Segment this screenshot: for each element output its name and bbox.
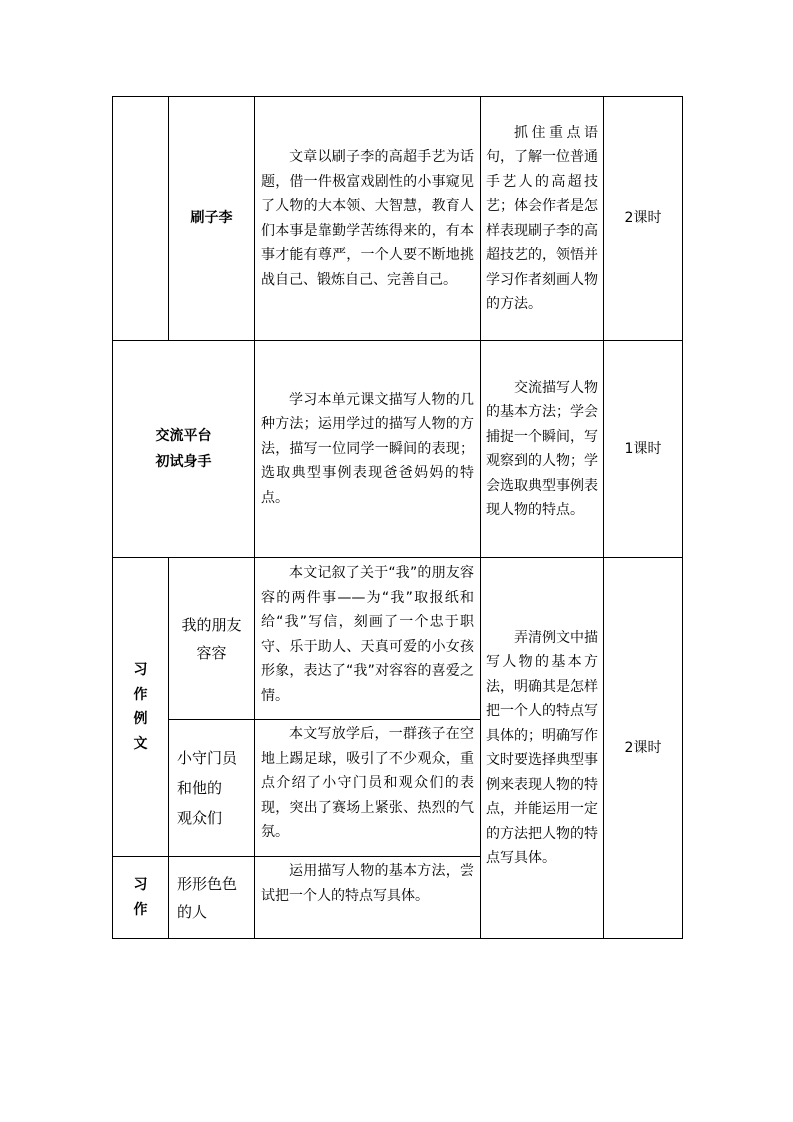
group-char: 例	[133, 711, 148, 727]
lesson-title-jiaoliu	[113, 341, 255, 558]
group-char: 文	[133, 735, 148, 752]
lesson-hours-lizuo: 2课时	[604, 558, 683, 939]
title-line: 初试身手	[155, 454, 212, 470]
lesson-plan-table	[112, 96, 683, 939]
lesson-title-shuazili: 刷子李	[169, 97, 255, 341]
lesson-content-rongrong: 本文记叙了关于“我”的朋友容容的两件事——为“我”取报纸和给“我”写信，刻画了一个忠于职守、乐于助人、天真可爱的小女孩形象，表达了“我”对容容的喜爱之情。	[255, 558, 481, 720]
lesson-content-shoumenyuan: 本文写放学后，一群孩子在空地上踢足球，吸引了不少观众，重点介绍了小守门员和观众们的表现，突出了赛场上紧张、热烈的气氛。	[255, 720, 481, 857]
lesson-goal-jiaoliu: 交流描写人物的基本方法；学会捕捉一个瞬间，写观察到的人物；学会选取典型事例表现人物的特点。	[481, 341, 604, 558]
title-line: 观众们	[177, 809, 223, 827]
row-shuazili	[113, 97, 683, 341]
title-line: 的人	[177, 902, 208, 921]
row-jiaoliu	[113, 341, 683, 558]
lesson-content-jiaoliu: 学习本单元课文描写人物的几种方法；运用学过的描写人物的方法，描写一位同学一瞬间的表现；选取典型事例表现爸爸妈妈的特点。	[255, 341, 481, 558]
title-line: 容容	[196, 643, 227, 662]
title-line: 小守门员	[177, 749, 238, 767]
lesson-hours-shuazili: 2课时	[604, 97, 683, 341]
group-label-xizuo-liwen	[113, 558, 169, 857]
group-char: 作	[133, 901, 148, 918]
title-line: 我的朋友	[181, 615, 242, 634]
title-line: 形形色色	[177, 874, 238, 893]
group-label-xizuo	[113, 857, 169, 939]
lesson-content-shuazili: 文章以刷子李的高超手艺为话题，借一件极富戏剧性的小事窥见了人物的大本领、大智慧，教育人们本事是靠勤学苦练得来的，有本事才能有尊严，一个人要不断地挑战自己、锻炼自己、完善自己。	[255, 97, 481, 341]
lesson-title-rongrong	[169, 558, 255, 720]
blank-group-cell	[113, 97, 169, 341]
lesson-goal-lizuo: 弄清例文中描写人物的基本方法，明确其是怎样把一个人的特点写具体的；明确写作文时要选择典型事例来表现人物的特点，并能运用一定的方法把人物的特点写具体。	[481, 558, 604, 939]
group-char: 习	[133, 662, 148, 678]
lesson-content-xingxingsese: 运用描写人物的基本方法，尝试把一个人的特点写具体。	[255, 857, 481, 939]
lesson-hours-jiaoliu: 1课时	[604, 341, 683, 558]
title-line: 交流平台	[155, 428, 212, 444]
title-line: 和他的	[177, 779, 223, 797]
row-lizuo-1	[113, 558, 683, 720]
group-char: 习	[133, 877, 148, 893]
group-char: 作	[133, 686, 148, 703]
lesson-title-xingxingsese	[169, 857, 255, 939]
lesson-goal-shuazili: 抓住重点语句，了解一位普通手艺人的高超技艺；体会作者是怎样表现刷子李的高超技艺的，领悟并学习作者刻画人物的方法。	[481, 97, 604, 341]
lesson-title-shoumenyuan	[169, 720, 255, 857]
